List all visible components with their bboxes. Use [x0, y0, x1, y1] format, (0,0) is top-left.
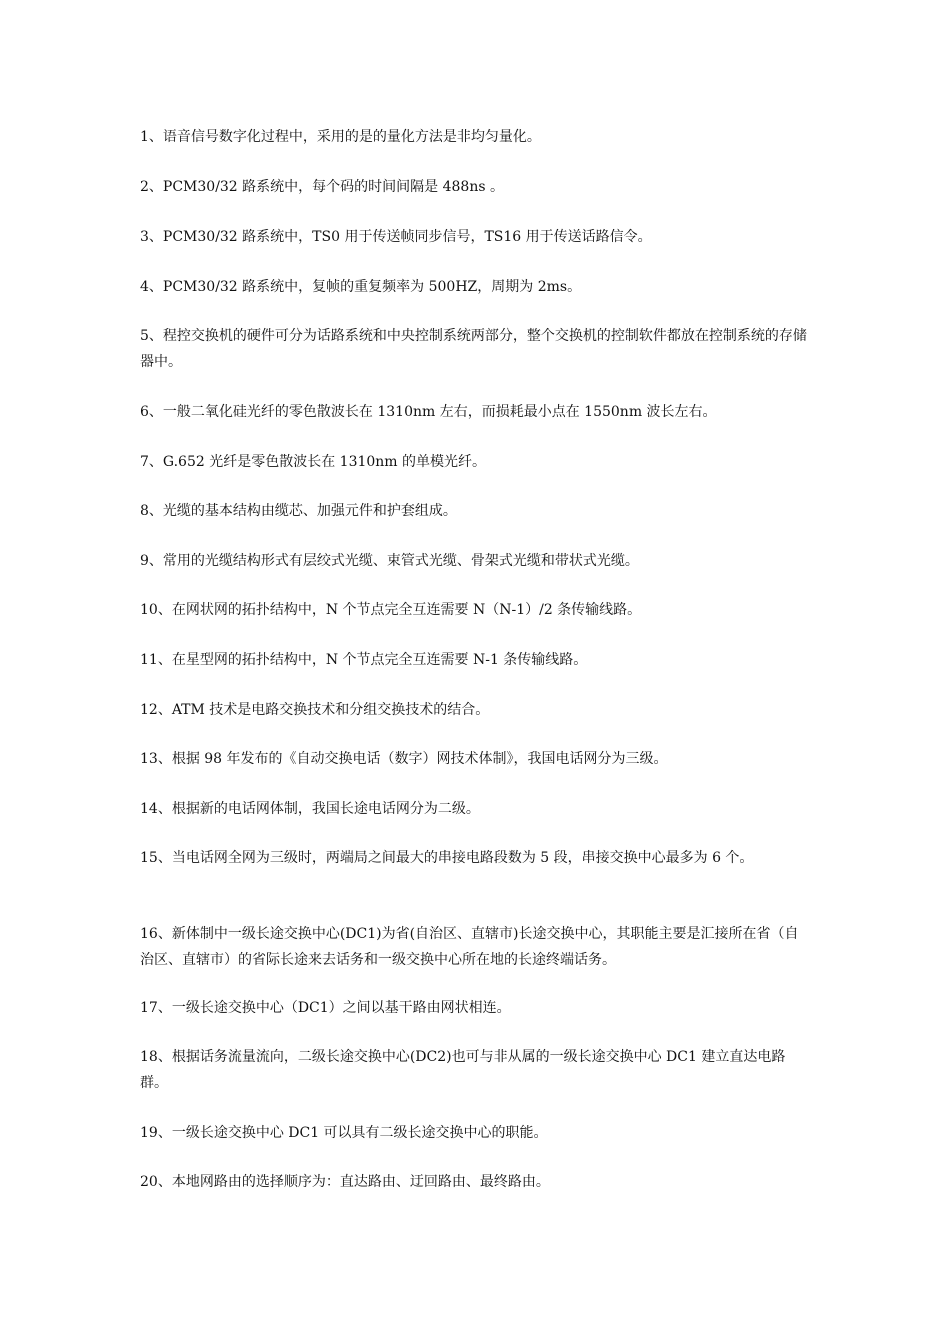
- list-item: 7、G.652 光纤是零色散波长在 1310nm 的单模光纤。: [140, 454, 487, 470]
- list-item: 15、当电话网全网为三级时，两端局之间最大的串接电路段数为 5 段，串接交换中心最多为 6 个。: [140, 850, 754, 866]
- list-item: 1、语音信号数字化过程中，采用的是的量化方法是非均匀量化。: [140, 129, 541, 145]
- list-item: 6、一般二氧化硅光纤的零色散波长在 1310nm 左右，而损耗最小点在 1550nm 波长左右。: [140, 404, 717, 420]
- list-item: 10、在网状网的拓扑结构中，N 个节点完全互连需要 N（N-1）/2 条传输线路。: [140, 602, 642, 618]
- list-item: 12、ATM 技术是电路交换技术和分组交换技术的结合。: [140, 702, 490, 718]
- list-item: 14、根据新的电话网体制，我国长途电话网分为二级。: [140, 801, 480, 817]
- list-item: 4、PCM30/32 路系统中，复帧的重复频率为 500HZ，周期为 2ms。: [140, 279, 582, 295]
- list-item: 3、PCM30/32 路系统中，TS0 用于传送帧同步信号，TS16 用于传送话路信令。: [140, 229, 652, 245]
- list-item: 18、根据话务流量流向，二级长途交换中心(DC2)也可与非从属的一级长途交换中心 DC1 建立直达电路群。: [140, 1049, 786, 1091]
- list-item: 13、根据 98 年发布的《自动交换电话（数字）网技术体制》，我国电话网分为三级。: [140, 751, 668, 767]
- list-item: 17、一级长途交换中心（DC1）之间以基干路由网状相连。: [140, 1000, 511, 1016]
- list-item: 2、PCM30/32 路系统中，每个码的时间间隔是 488ns 。: [140, 179, 504, 195]
- list-item: 5、程控交换机的硬件可分为话路系统和中央控制系统两部分，整个交换机的控制软件都放在控制系统的存储器中。: [140, 328, 807, 370]
- list-item: 20、本地网路由的选择顺序为：直达路由、迂回路由、最终路由。: [140, 1174, 550, 1190]
- list-item: 8、光缆的基本结构由缆芯、加强元件和护套组成。: [140, 503, 457, 519]
- list-item: 19、一级长途交换中心 DC1 可以具有二级长途交换中心的职能。: [140, 1125, 548, 1141]
- list-item: 9、常用的光缆结构形式有层绞式光缆、束管式光缆、骨架式光缆和带状式光缆。: [140, 553, 639, 569]
- list-item: 11、在星型网的拓扑结构中，N 个节点完全互连需要 N-1 条传输线路。: [140, 652, 588, 668]
- list-item: 16、新体制中一级长途交换中心(DC1)为省(自治区、直辖市)长途交换中心，其职能主要是汇接所在省（自治区、直辖市）的省际长途来去话务和一级交换中心所在地的长途终端话务。: [140, 926, 799, 968]
